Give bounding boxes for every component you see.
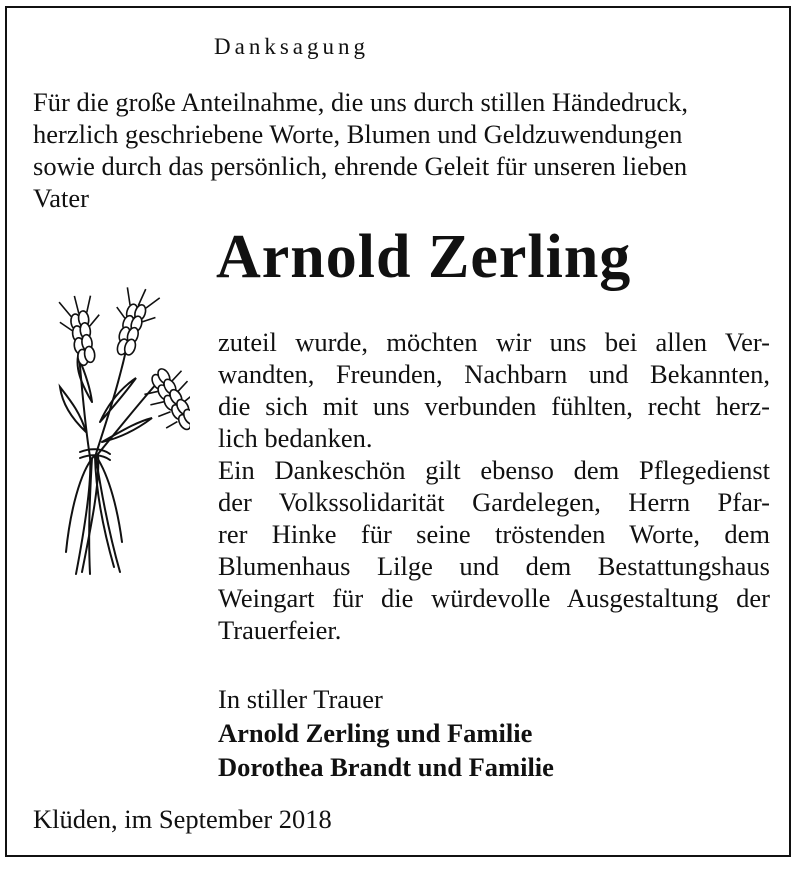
deceased-name: Arnold Zerling	[216, 223, 632, 291]
body-line: Trauerfeier.	[218, 615, 342, 645]
body-line: rer Hinke für seine tröstenden Worte, dem	[218, 519, 770, 549]
body-line: die sich mit uns verbunden fühlten, recht herz-	[218, 391, 770, 421]
wheat-bundle-icon	[40, 282, 190, 582]
intro-line: herzlich geschriebene Worte, Blumen und Geldzuwendungen	[33, 119, 683, 149]
intro-line: sowie durch das persönlich, ehrende Geleit für unseren lieben	[33, 151, 688, 181]
notice-heading: Danksagung	[214, 34, 369, 59]
signature-family-1: Arnold Zerling und Familie	[218, 718, 533, 748]
body-paragraph	[218, 326, 770, 646]
body-line: Weingart für die würdevolle Ausgestaltung der	[218, 583, 770, 613]
signature-family-2: Dorothea Brandt und Familie	[218, 752, 554, 782]
body-line: zuteil wurde, möchten wir uns bei allen Ver-	[218, 327, 770, 357]
body-line: Ein Dankeschön gilt ebenso dem Pflegedienst	[218, 455, 770, 485]
signature-intro: In stiller Trauer	[218, 684, 383, 714]
body-line: der Volkssolidarität Gardelegen, Herrn Pfar-	[218, 487, 770, 517]
place-date: Klüden, im September 2018	[33, 804, 332, 834]
signature-block	[218, 682, 554, 784]
body-line: wandten, Freunden, Nachbarn und Bekannten,	[218, 359, 770, 389]
intro-line: Vater	[33, 183, 89, 213]
intro-paragraph	[33, 86, 773, 214]
intro-line: Für die große Anteilnahme, die uns durch stillen Händedruck,	[33, 87, 688, 117]
body-line: Blumenhaus Lilge und dem Bestattungshaus	[218, 551, 770, 581]
body-line: lich bedanken.	[218, 423, 373, 453]
